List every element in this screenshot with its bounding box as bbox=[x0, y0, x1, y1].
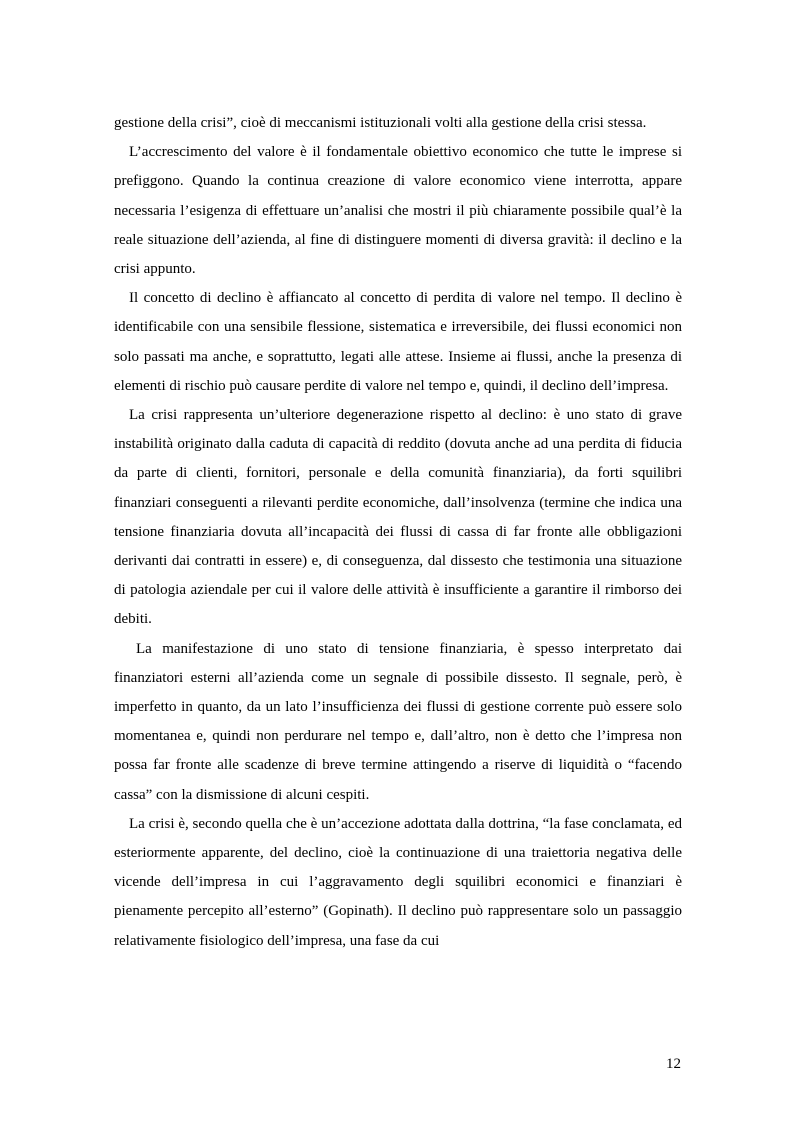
page-number: 12 bbox=[666, 1056, 681, 1072]
paragraph-crisis-doctrine: La crisi è, secondo quella che è un’accezione adottata dalla dottrina, “la fase conclamata, ed esteriormente apparente, del declino, cioè la continuazione di una traiettoria negativa delle vicende dell’impresa in cui l’aggravamento degli squilibri economici e finanziari è pienamente percepito all’esterno” (Gopinath). Il declino può rappresentare solo un passaggio relativamente fisiologico dell’impresa, una fase da cui bbox=[114, 815, 682, 949]
paragraph-crisis-definition: La crisi rappresenta un’ulteriore degenerazione rispetto al declino: è uno stato di grave instabilità originato dalla caduta di capacità di reddito (dovuta anche ad una perdita di fiducia da parte di clienti, fornitori, personale e della comunità finanziaria), da forti squilibri finanziari conseguenti a rilevanti perdite economiche, dall’insolvenza (termine che indica una tensione finanziaria dovuta all’incapacità dei flussi di cassa di far fronte alle obbligazioni derivanti dai contratti in essere) e, di conseguenza, dal dissesto che testimonia una situazione di patologia aziendale per cui il valore delle attività è insufficiente a garantire il rimborso dei debiti. bbox=[114, 407, 682, 628]
paragraph-decline-concept: Il concetto di declino è affiancato al concetto di perdita di valore nel tempo. Il declino è identificabile con una sensibile flessione, sistematica e irreversibile, dei flussi economici non solo passati ma anche, e soprattutto, legati alle attese. Insieme ai flussi, anche la presenza di elementi di rischio può causare perdite di valore nel tempo e, quindi, il declino dell’impresa. bbox=[114, 290, 682, 394]
paragraph-value-creation: L’accrescimento del valore è il fondamentale obiettivo economico che tutte le imprese si prefiggono. Quando la continua creazione di valore economico viene interrotta, appare necessaria l’esigenza di effettuare un’analisi che mostri il più chiaramente possibile qual’è la reale situazione dell’azienda, al fine di distinguere momenti di diversa gravità: il declino e la crisi appunto. bbox=[114, 144, 682, 278]
paragraph-financial-tension: La manifestazione di uno stato di tensione finanziaria, è spesso interpretato dai finanziatori esterni all’azienda come un segnale di possibile dissesto. Il segnale, però, è imperfetto in quanto, da un lato l’insufficienza dei flussi di gestione corrente può essere solo momentanea e, quindi non perdurare nel tempo e, dall’altro, non è detto che l’impresa non possa far fronte alle scadenze di breve termine attingendo a riserve di liquidità o “facendo cassa” con la dismissione di alcuni cespiti. bbox=[114, 640, 682, 803]
document-body bbox=[114, 109, 682, 956]
paragraph-continuation: gestione della crisi”, cioè di meccanismi istituzionali volti alla gestione della crisi stessa. bbox=[114, 115, 647, 131]
